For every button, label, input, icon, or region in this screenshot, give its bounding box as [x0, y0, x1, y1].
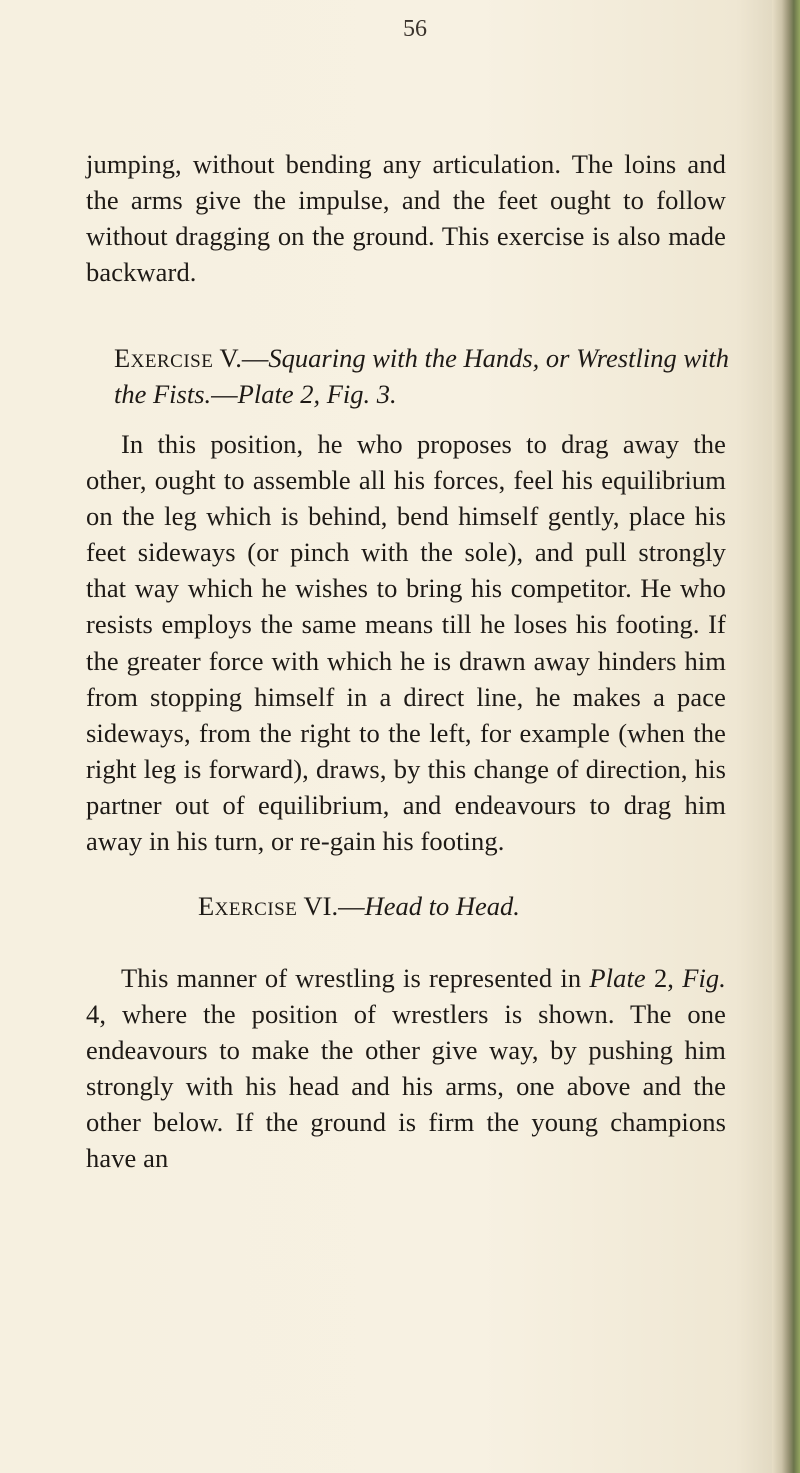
paragraph-3: [86, 960, 726, 1177]
exercise-numeral: VI.: [303, 891, 339, 921]
page-number: 56: [403, 16, 427, 42]
paragraph-3-part-3: 4, where the position of wrestlers is shown. The one endeavours to make the other give way, by pushing him strongly with his head and his arms, one above and the other below. If the ground is firm the young champions have an: [86, 999, 726, 1174]
plate-reference: Plate 2, Fig. 3.: [237, 379, 397, 409]
exercise-numeral: V.: [219, 343, 242, 373]
fig-word: Fig.: [682, 963, 727, 993]
exercise-title: Head to Head.: [364, 891, 520, 921]
exercise-dash: —: [241, 343, 269, 373]
paragraph-3-part-2: 2,: [645, 963, 683, 993]
exercise-label: Exercise: [114, 343, 214, 373]
page-edge: [772, 0, 800, 1473]
exercise-label: Exercise: [198, 891, 298, 921]
plate-word: Plate: [589, 963, 646, 993]
exercise-5-heading: [114, 340, 734, 412]
exercise-dash: —: [338, 891, 365, 921]
exercise-title: Squaring with the Hands, or Wrestling with the Fists.: [114, 343, 729, 409]
paragraph-2: In this position, he who proposes to drag away the other, ought to assemble all his forces, feel his equilibrium on the leg which is behind, bend himself gently, place his feet sideways (or pinch with the sole), and pull strongly that way which he wishes to bring his competitor. He who resists employs the same means till he loses his footing. If the greater force with which he is drawn away hinders him from stopping himself in a direct line, he makes a pace sideways, from the right to the left, for example (when the right leg is forward), draws, by this change of direction, his partner out of equilibrium, and endeavours to drag him away in his turn, or re-gain his footing.: [86, 429, 726, 857]
paragraph-1: jumping, without bending any articulation. The loins and the arms give the impulse, and the feet ought to follow without dragging on the ground. This exercise is also made backward.: [86, 149, 726, 288]
exercise-6-heading: [198, 888, 758, 924]
exercise-dash-2: —: [211, 379, 238, 409]
paragraph-3-part-1: This manner of wrestling is represented in: [121, 963, 590, 993]
